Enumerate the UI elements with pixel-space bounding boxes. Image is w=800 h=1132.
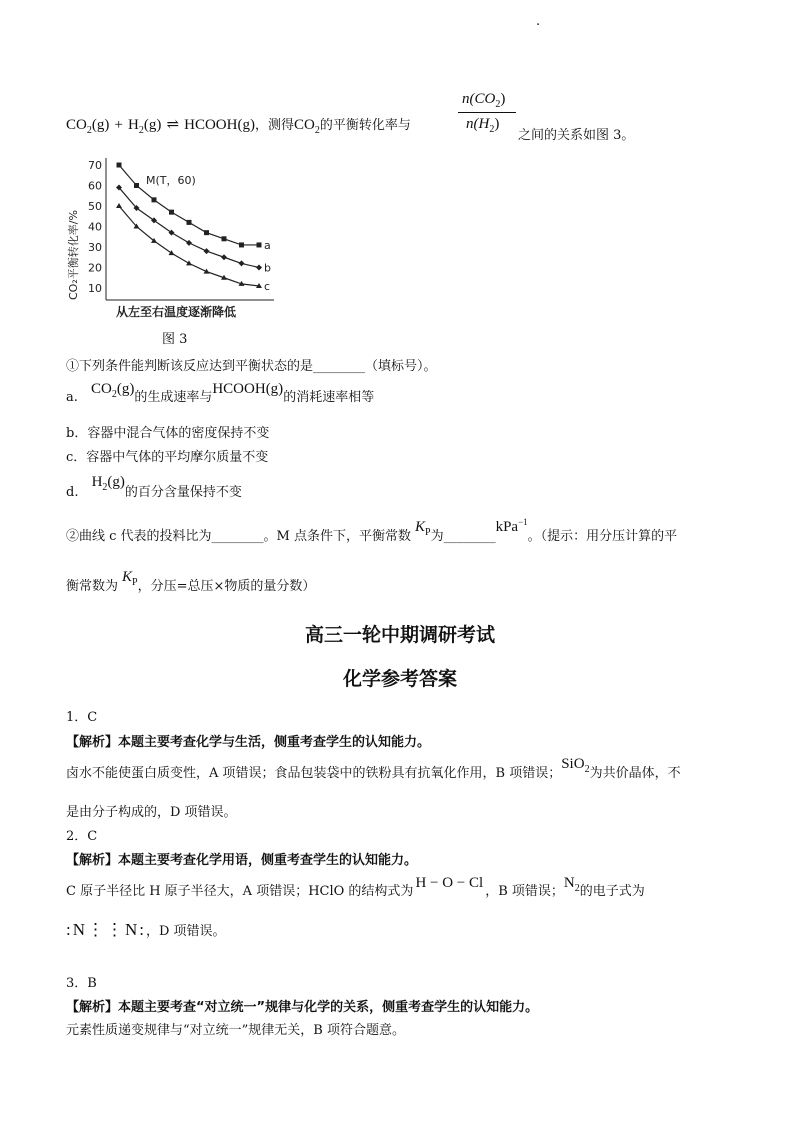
reaction-co2: $CO_2(g)$ [66, 117, 110, 136]
data-point-b [239, 260, 245, 266]
answer-2-body-2: :N⋮⋮N:，D 项错误。 [66, 920, 226, 939]
data-point-a [222, 236, 227, 241]
y-tick-label: 20 [88, 261, 102, 275]
y-tick-label: 60 [88, 179, 102, 193]
series-line-c [119, 206, 259, 286]
y-axis-label: CO₂平衡转化率/% [67, 210, 80, 300]
n2-electron-formula: :N⋮⋮N: [66, 920, 146, 939]
intro-text-3: 之间的关系如图 3。 [518, 128, 635, 143]
data-point-b [256, 265, 262, 271]
fraction-denominator: $n(H_2)$ [466, 116, 500, 135]
data-point-a [257, 242, 262, 247]
annotation-m: M(T，60) [146, 174, 196, 187]
q1-stem: ①下列条件能判断该反应达到平衡状态的是________（填标号）。 [66, 359, 437, 374]
series-label-a: a [264, 238, 271, 252]
reaction-hcooh: HCOOH(g) [184, 117, 255, 133]
series-label-c: c [264, 279, 271, 293]
x-axis-label: 从左至右温度逐渐降低 [116, 305, 237, 319]
data-point-b [186, 240, 192, 246]
data-point-a [187, 220, 192, 225]
data-point-a [239, 242, 244, 247]
answer-1-body-2: 是由分子构成的，D 项错误。 [66, 805, 237, 820]
answer-3-body: 元素性质递变规律与“对立统一”规律无关，B 项符合题意。 [66, 1023, 405, 1038]
q2-line-1: $_{②曲线 c 代表的投料比为\_\_\_\_\_\_\_\_。M 点条件下,平衡常数}K_{P为\_\_\_\_\_\_\_\_}kPa^{-1}_{。(提示:用分压计算的平}$ [66, 517, 678, 544]
data-point-a [134, 183, 139, 188]
data-point-a [152, 197, 157, 202]
conversion-chart [64, 150, 284, 325]
y-tick-label: 10 [88, 282, 102, 295]
q1-option-d: $_{d.}$ $H_2(g)_{的百分含量保持不变}$ [66, 474, 242, 500]
q1-option-c: c．容器中气体的平均摩尔质量不变 [66, 450, 269, 465]
q2-line-2: $_{衡常数为}K_{P,分压=总压\times 物质的量分数)}$ [66, 569, 316, 594]
figure-caption: 图 3 [162, 332, 188, 347]
answer-3-analysis: 【解析】本题主要考查“对立统一”规律与化学的关系，侧重考查学生的认知能力。 [66, 1000, 539, 1015]
y-tick-label: 70 [88, 159, 102, 172]
answer-3-number: 3．B [66, 976, 97, 991]
data-point-c [116, 203, 122, 208]
reaction-arrow: ⇌ [166, 117, 180, 133]
series-line-b [119, 188, 259, 268]
y-tick-label: 50 [88, 200, 102, 213]
reaction-line [66, 114, 411, 134]
data-point-c [169, 250, 175, 255]
q1-option-a: $_{a.}$ $CO_2(g)_{的生成速率与}HCOOH(g)_{的消耗速率相等}$ [66, 381, 375, 405]
answer-2-body-1: $_{C 原子半径比 H 原子半径大,A 项错误;HClO 的结构式为}H - O - Cl_{,B 项错误;}N_{2的电子式为}$ [66, 875, 645, 899]
data-point-a [204, 230, 209, 235]
header-dot: . [536, 14, 541, 29]
data-point-b [221, 254, 227, 260]
y-tick-label: 30 [88, 241, 102, 254]
data-point-a [169, 210, 174, 215]
fraction-bar [458, 112, 516, 113]
answer-2-number: 2．C [66, 829, 98, 844]
exam-title: 高三一轮中期调研考试 [304, 624, 495, 646]
data-point-a [117, 163, 122, 168]
reaction-h2: $H_2(g)$ [128, 117, 162, 136]
answer-2-analysis: 【解析】本题主要考查化学用语，侧重考查学生的认知能力。 [66, 853, 418, 868]
intro-text-1: ，测得 [254, 118, 294, 133]
series-label-b: b [264, 261, 271, 275]
answer-title: 化学参考答案 [342, 668, 457, 690]
fraction-numerator: $n(CO_2)$ [462, 91, 506, 110]
y-tick-labels [88, 159, 102, 295]
y-tick-label: 40 [88, 220, 102, 234]
data-point-b [204, 248, 210, 254]
intro-text-2: 的平衡转化率与 [319, 118, 411, 133]
intro-co2: $CO_2$ [293, 117, 320, 136]
answer-1-number: 1．C [66, 710, 98, 725]
answer-1-body-1: $_{卤水不能使蛋白质变性,A 项错误;食品包装袋中的铁粉具有抗氧化作用,B 项错误;}$SiO$_{2为共价晶体,不}$ [66, 756, 681, 781]
answer-1-analysis: 【解析】本题主要考查化学与生活，侧重考查学生的认知能力。 [66, 735, 431, 750]
q1-option-b: b．容器中混合气体的密度保持不变 [66, 426, 270, 441]
reaction-plus: + [114, 117, 123, 133]
data-point-c [186, 260, 192, 265]
